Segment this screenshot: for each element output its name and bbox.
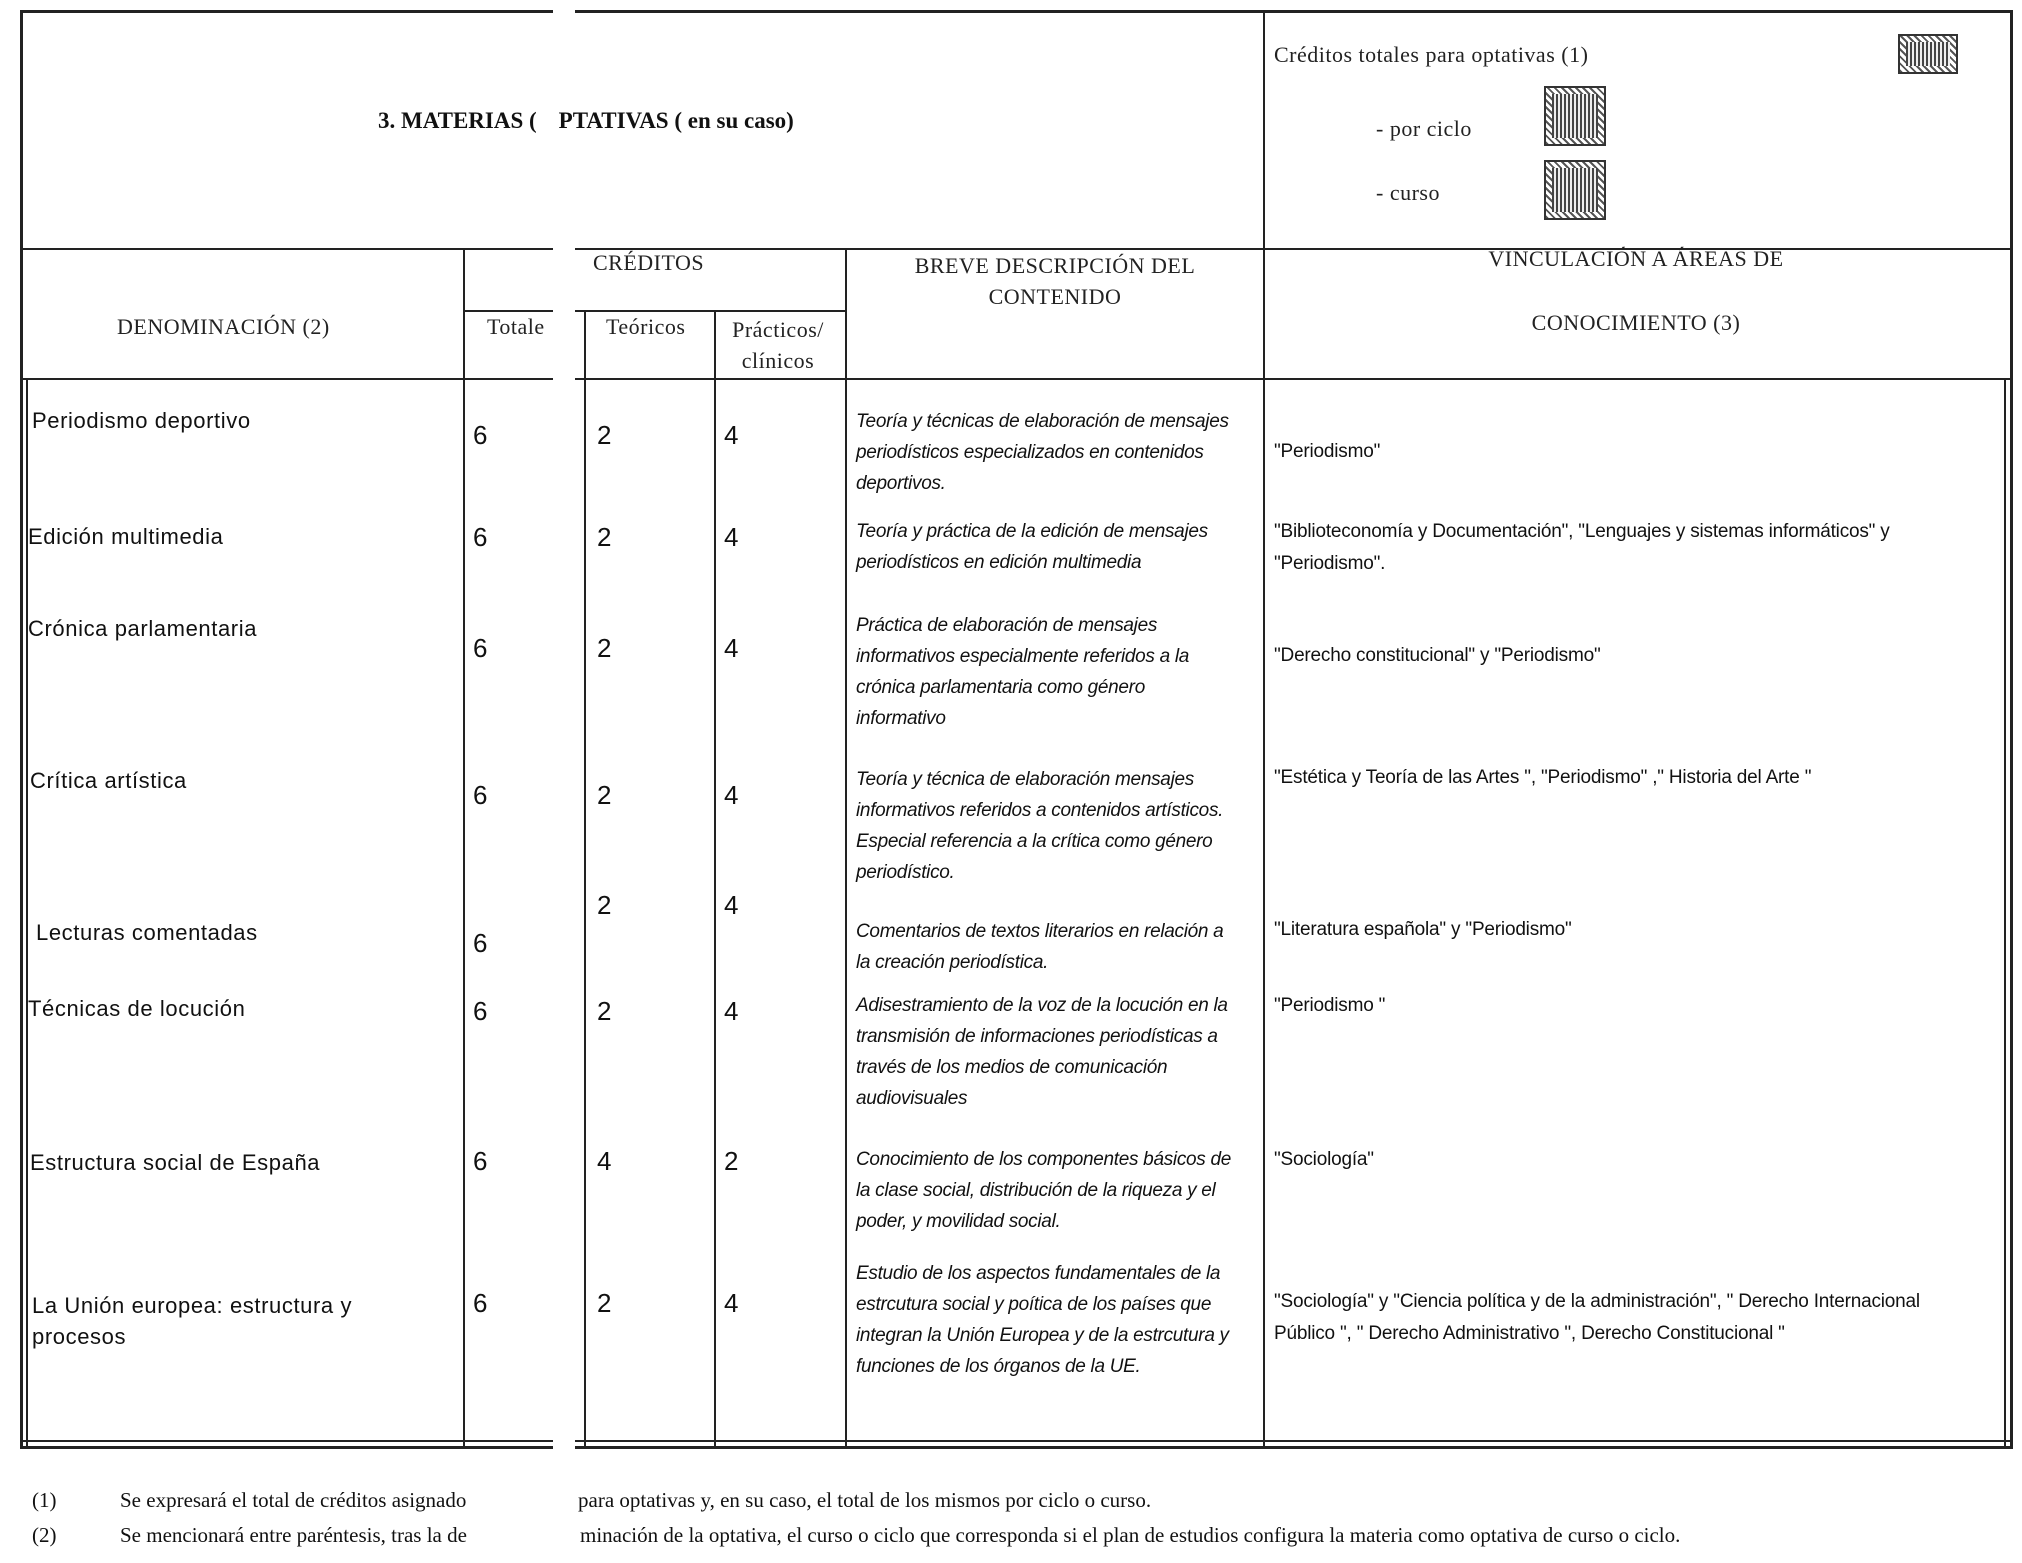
footnote-mark: (1) <box>32 1488 57 1512</box>
row-areas <box>1274 436 1994 468</box>
descripcion-line: informativos especialmente referidos a la <box>856 646 1190 667</box>
row-teoricos: 4 <box>597 1146 612 1176</box>
descripcion-line: Adisestramiento de la voz de la locución en la <box>856 995 1228 1016</box>
descripcion-line: informativo <box>856 708 946 729</box>
column-header-descripcion-line2: CONTENIDO <box>988 284 1122 309</box>
section-title-part1: 3. MATERIAS ( <box>378 108 537 133</box>
row-areas <box>1274 1144 1994 1176</box>
descripcion-line: Práctica de elaboración de mensajes <box>856 615 1158 636</box>
column-header-practicos-line2: clínicos <box>741 348 815 373</box>
row-practicos: 4 <box>724 1288 739 1318</box>
row-practicos: 2 <box>724 1146 739 1176</box>
row-practicos: 4 <box>724 996 739 1026</box>
descripcion-line: periodístico. <box>856 862 955 883</box>
descripcion-line: Comentarios de textos literarios en relación a <box>856 921 1224 942</box>
descripcion-line: la clase social, distribución de la riqueza y el <box>856 1180 1216 1201</box>
row-descripcion <box>856 406 1260 499</box>
areas-line: "Literatura española" y "Periodismo" <box>1274 919 1572 940</box>
descripcion-line: Teoría y técnica de elaboración mensajes <box>856 769 1194 790</box>
footnote-text: Se mencionará entre paréntesis, tras la de <box>120 1523 467 1547</box>
footnote-text: Se expresará el total de créditos asignado <box>120 1488 467 1512</box>
row-practicos: 4 <box>724 633 739 663</box>
row-total: 6 <box>473 1288 488 1318</box>
row-denominacion: Crítica artística <box>30 768 187 793</box>
areas-line: "Periodismo". <box>1274 553 1386 574</box>
areas-line: "Sociología" y "Ciencia política y de la administración", " Derecho Internacional <box>1274 1291 1920 1312</box>
row-descripcion <box>856 1258 1260 1382</box>
per-course-label: - curso <box>1376 180 1440 205</box>
row-areas <box>1274 762 1994 794</box>
footnote-mark: (2) <box>32 1523 57 1547</box>
row-descripcion <box>856 764 1260 888</box>
row-denominacion: Edición multimedia <box>28 524 224 549</box>
descripcion-line: periodísticos en edición multimedia <box>856 552 1142 573</box>
row-areas <box>1274 640 1994 672</box>
row-denominacion <box>32 1290 352 1352</box>
row-teoricos: 2 <box>597 1288 612 1318</box>
descripcion-line: la creación periodística. <box>856 952 1049 973</box>
row-denominacion: Crónica parlamentaria <box>28 616 258 641</box>
descripcion-line: Especial referencia a la crítica como género <box>856 831 1213 852</box>
row-denominacion: Lecturas comentadas <box>36 920 258 945</box>
column-header-practicos-line1: Prácticos/ <box>732 317 824 342</box>
row-teoricos: 2 <box>597 522 612 552</box>
areas-line: Público ", " Derecho Administrativo ", Derecho Constitucional " <box>1274 1323 1785 1344</box>
descripcion-line: estrcutura social y poítica de los países que <box>856 1294 1212 1315</box>
row-practicos: 4 <box>724 522 739 552</box>
areas-line: "Periodismo" <box>1274 441 1381 462</box>
column-header-practicos <box>728 314 828 376</box>
row-descripcion <box>856 990 1260 1114</box>
column-header-teoricos: Teóricos <box>606 314 686 339</box>
row-descripcion <box>856 1144 1260 1237</box>
row-areas <box>1274 516 1994 580</box>
row-total: 6 <box>473 780 488 810</box>
row-practicos: 4 <box>724 890 739 920</box>
column-header-creditos: CRÉDITOS <box>593 250 705 275</box>
descripcion-line: Conocimiento de los componentes básicos de <box>856 1149 1232 1170</box>
row-descripcion <box>856 916 1260 978</box>
row-areas <box>1274 990 1994 1022</box>
row-areas <box>1274 914 1994 946</box>
footnote-text: para optativas y, en su caso, el total de los mismos por ciclo o curso. <box>578 1488 1152 1512</box>
row-teoricos: 2 <box>597 890 612 920</box>
column-header-vinculacion-line1: VINCULACIÓN A ÁREAS DE <box>1488 246 1784 271</box>
row-denominacion: Técnicas de locución <box>28 996 246 1021</box>
per-course-stamp <box>1544 160 1606 220</box>
column-header-vinculacion-line2: CONOCIMIENTO (3) <box>1531 310 1741 335</box>
row-teoricos: 2 <box>597 996 612 1026</box>
row-descripcion <box>856 516 1260 578</box>
descripcion-line: crónica parlamentaria como género <box>856 677 1145 698</box>
areas-line: "Periodismo " <box>1274 995 1386 1016</box>
row-practicos: 4 <box>724 780 739 810</box>
row-teoricos: 2 <box>597 780 612 810</box>
credits-total-label: Créditos totales para optativas (1) <box>1274 42 1589 67</box>
credits-total-stamp <box>1898 34 1958 74</box>
descripcion-line: Estudio de los aspectos fundamentales de la <box>856 1263 1221 1284</box>
column-header-totales: Totale <box>487 314 545 339</box>
descripcion-line: Teoría y técnicas de elaboración de mensajes <box>856 411 1229 432</box>
per-cycle-stamp <box>1544 86 1606 146</box>
column-header-descripcion-line1: BREVE DESCRIPCIÓN DEL <box>914 253 1196 278</box>
per-cycle-label: - por ciclo <box>1376 116 1472 141</box>
areas-line: "Estética y Teoría de las Artes ", "Periodismo" ," Historia del Arte " <box>1274 767 1812 788</box>
row-descripcion <box>856 610 1260 734</box>
row-total: 6 <box>473 928 488 958</box>
descripcion-line: informativos referidos a contenidos artísticos. <box>856 800 1224 821</box>
areas-line: "Biblioteconomía y Documentación", "Lenguajes y sistemas informáticos" y <box>1274 521 1890 542</box>
row-total: 6 <box>473 522 488 552</box>
areas-line: "Sociología" <box>1274 1149 1374 1170</box>
descripcion-line: poder, y movilidad social. <box>856 1211 1061 1232</box>
row-total: 6 <box>473 996 488 1026</box>
footnote-text: minación de la optativa, el curso o ciclo que corresponda si el plan de estudios configura la materia como optativa de curso o ciclo. <box>580 1523 1681 1547</box>
descripcion-line: deportivos. <box>856 473 946 494</box>
row-total: 6 <box>473 1146 488 1176</box>
column-header-descripcion <box>848 250 1262 312</box>
descripcion-line: transmisión de informaciones periodísticas a <box>856 1026 1218 1047</box>
descripcion-line: Teoría y práctica de la edición de mensajes <box>856 521 1208 542</box>
row-teoricos: 2 <box>597 420 612 450</box>
descripcion-line: funciones de los órganos de la UE. <box>856 1356 1141 1377</box>
denominacion-line: procesos <box>32 1324 127 1349</box>
row-denominacion: Estructura social de España <box>30 1150 321 1175</box>
row-total: 6 <box>473 633 488 663</box>
row-total: 6 <box>473 420 488 450</box>
row-denominacion: Periodismo deportivo <box>32 408 251 433</box>
section-title <box>378 108 794 134</box>
section-title-part2: PTATIVAS ( en su caso) <box>558 108 794 133</box>
descripcion-line: periodísticos especializados en contenidos <box>856 442 1204 463</box>
row-teoricos: 2 <box>597 633 612 663</box>
row-practicos: 4 <box>724 420 739 450</box>
row-areas <box>1274 1286 2009 1350</box>
descripcion-line: integran la Unión Europea y de la estrcutura y <box>856 1325 1229 1346</box>
descripcion-line: audiovisuales <box>856 1088 968 1109</box>
denominacion-line: La Unión europea: estructura y <box>32 1293 353 1318</box>
areas-line: "Derecho constitucional" y "Periodismo" <box>1274 645 1601 666</box>
descripcion-line: través de los medios de comunicación <box>856 1057 1168 1078</box>
column-header-denominacion: DENOMINACIÓN (2) <box>117 314 330 339</box>
